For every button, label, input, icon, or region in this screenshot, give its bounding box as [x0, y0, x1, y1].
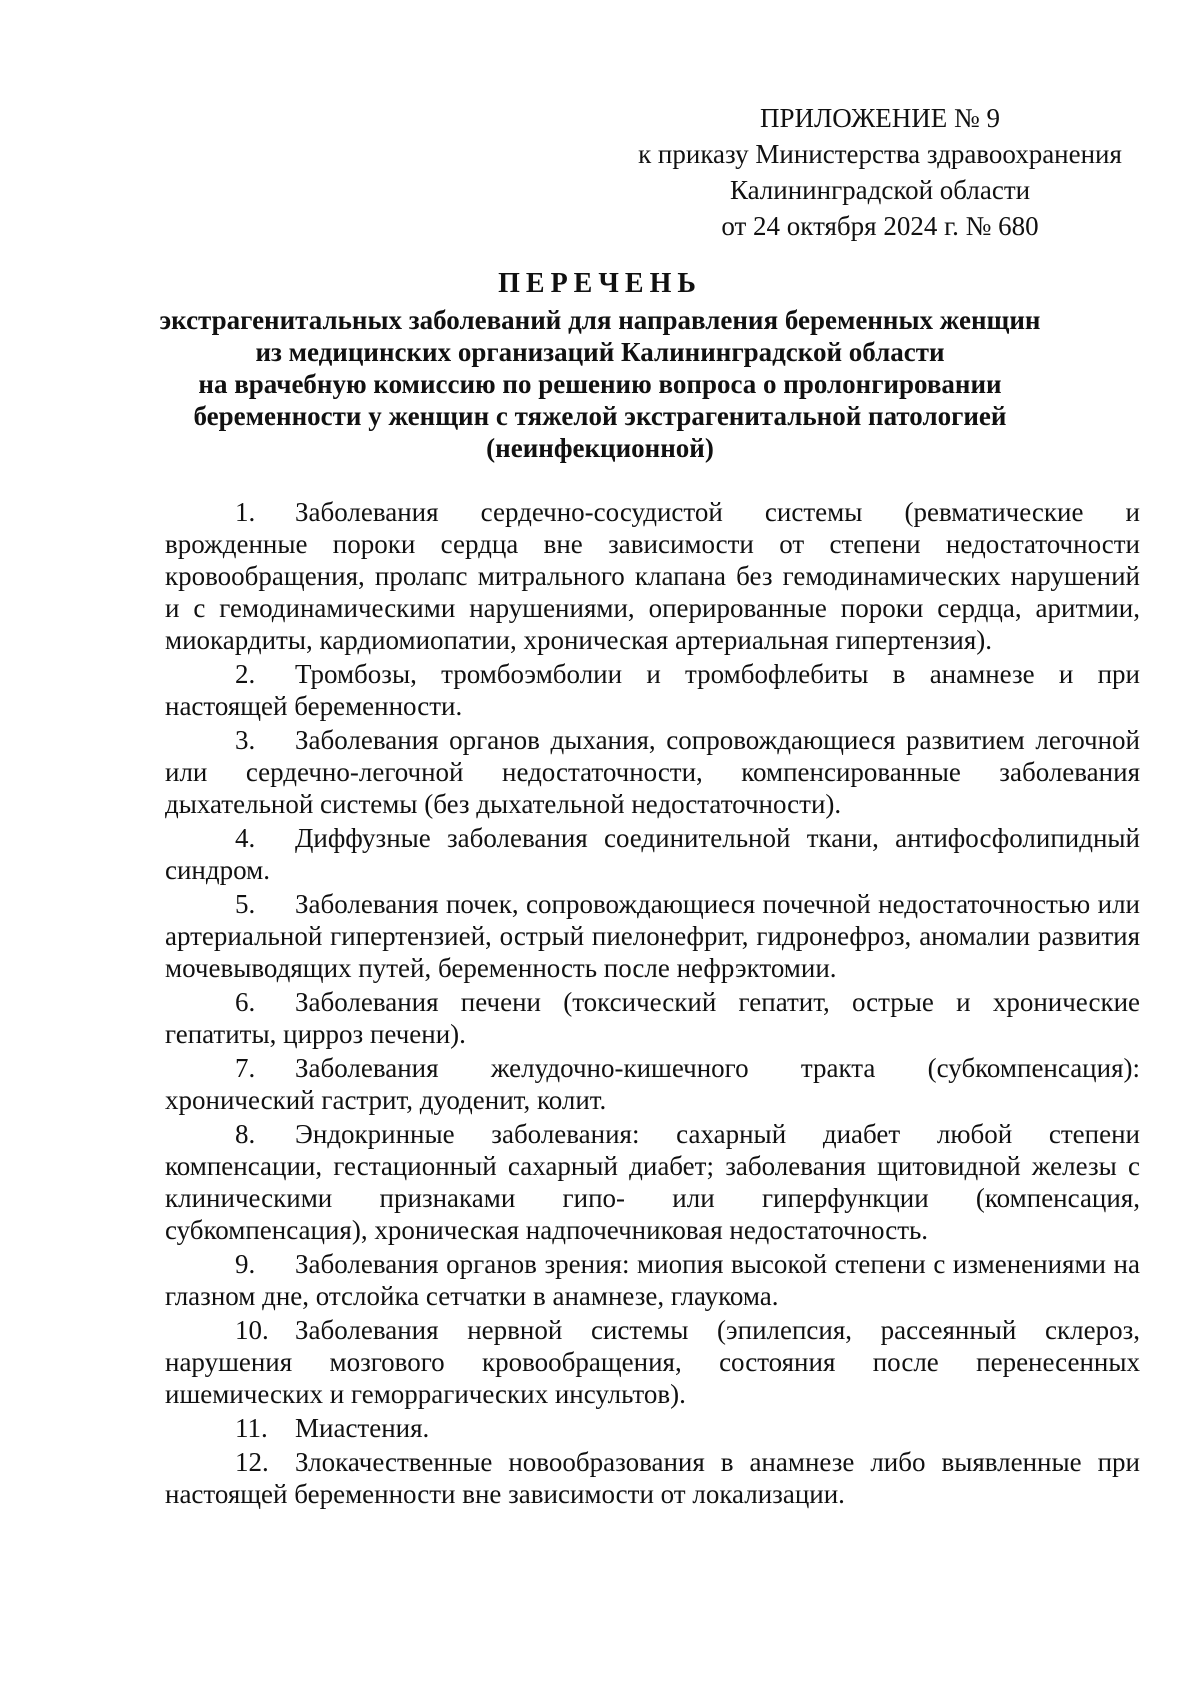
heading-line-5: (неинфекционной)	[486, 433, 714, 463]
item-number: 11.	[235, 1413, 268, 1443]
item-number: 8.	[235, 1119, 256, 1149]
list-item	[165, 724, 1140, 820]
item-number: 10.	[235, 1315, 269, 1345]
item-number: 5.	[235, 889, 256, 919]
list-item	[165, 822, 1140, 886]
item-text: Заболевания сердечно-сосудистой системы (ревматические и врожденные пороки сердца вне зависимости от степени недостаточности кровообращения, пролапс митрального клапана без гемодинамических нарушений и с гемодинамическими нарушениями, оперированные пороки сердца, аритмии, миокардиты, кардиомиопатии, хроническая артериальная гипертензия).	[165, 497, 1140, 655]
appendix-region: Калининградской области	[729, 175, 1031, 205]
item-text: Заболевания почек, сопровождающиеся почечной недостаточностью или артериальной гипертензией, острый пиелонефрит, гидронефроз, аномалии развития мочевыводящих путей, беременность после нефрэктомии.	[165, 889, 1140, 983]
heading-line-2: из медицинских организаций Калининградской области	[255, 337, 945, 367]
heading-line-1: экстрагенитальных заболеваний для направления беременных женщин	[159, 305, 1041, 335]
item-text: Заболевания органов зрения: миопия высокой степени с изменениями на глазном дне, отслойка сетчатки в анамнезе, глаукома.	[165, 1249, 1140, 1311]
item-number: 1.	[235, 497, 256, 527]
item-text: Заболевания печени (токсический гепатит, острые и хронические гепатиты, цирроз печени).	[165, 987, 1140, 1049]
list-item	[165, 1118, 1140, 1246]
item-number: 9.	[235, 1249, 256, 1279]
item-number: 3.	[235, 725, 256, 755]
list-item	[165, 1314, 1140, 1410]
document-title: ПЕРЕЧЕНЬ	[498, 268, 702, 299]
list-item	[165, 658, 1140, 722]
heading-line-4: беременности у женщин с тяжелой экстрагенитальной патологией	[193, 401, 1007, 431]
list-item	[165, 1446, 1140, 1510]
item-number: 4.	[235, 823, 256, 853]
list-item	[165, 986, 1140, 1050]
appendix-order-date: от 24 октября 2024 г. № 680	[721, 211, 1039, 241]
item-number: 7.	[235, 1053, 256, 1083]
item-text: Заболевания органов дыхания, сопровождающиеся развитием легочной или сердечно-легочной недостаточности, компенсированные заболевания дыхательной системы (без дыхательной недостаточности).	[165, 725, 1140, 819]
item-text: Миастения.	[295, 1413, 430, 1443]
item-text: Заболевания нервной системы (эпилепсия, рассеянный склероз, нарушения мозгового кровообращения, состояния после перенесенных ишемических и геморрагических инсультов).	[165, 1315, 1140, 1409]
heading-line-3: на врачебную комиссию по решению вопроса о пролонгировании	[198, 369, 1002, 399]
list-item	[165, 496, 1140, 656]
item-number: 6.	[235, 987, 256, 1017]
appendix-header	[620, 100, 1140, 244]
item-text: Заболевания желудочно-кишечного тракта (субкомпенсация): хронический гастрит, дуоденит, колит.	[165, 1053, 1140, 1115]
document-heading	[140, 268, 1060, 464]
list-item	[165, 1052, 1140, 1116]
item-number: 2.	[235, 659, 256, 689]
list-item	[165, 1412, 1140, 1444]
item-text: Диффузные заболевания соединительной ткани, антифосфолипидный синдром.	[165, 823, 1140, 885]
item-text: Тромбозы, тромбоэмболии и тромбофлебиты в анамнезе и при настоящей беременности.	[165, 659, 1140, 721]
list-item	[165, 1248, 1140, 1312]
disease-list	[165, 496, 1140, 1512]
list-item	[165, 888, 1140, 984]
item-text: Злокачественные новообразования в анамнезе либо выявленные при настоящей беременности вне зависимости от локализации.	[165, 1447, 1140, 1509]
appendix-order-ref: к приказу Министерства здравоохранения	[638, 139, 1122, 169]
item-number: 12.	[235, 1447, 269, 1477]
item-text: Эндокринные заболевания: сахарный диабет любой степени компенсации, гестационный сахарный диабет; заболевания щитовидной железы с клиническими признаками гипо- или гиперфункции (компенсация, субкомпенсация), хроническая надпочечниковая недостаточность.	[165, 1119, 1140, 1245]
appendix-number: ПРИЛОЖЕНИЕ № 9	[759, 103, 1001, 133]
